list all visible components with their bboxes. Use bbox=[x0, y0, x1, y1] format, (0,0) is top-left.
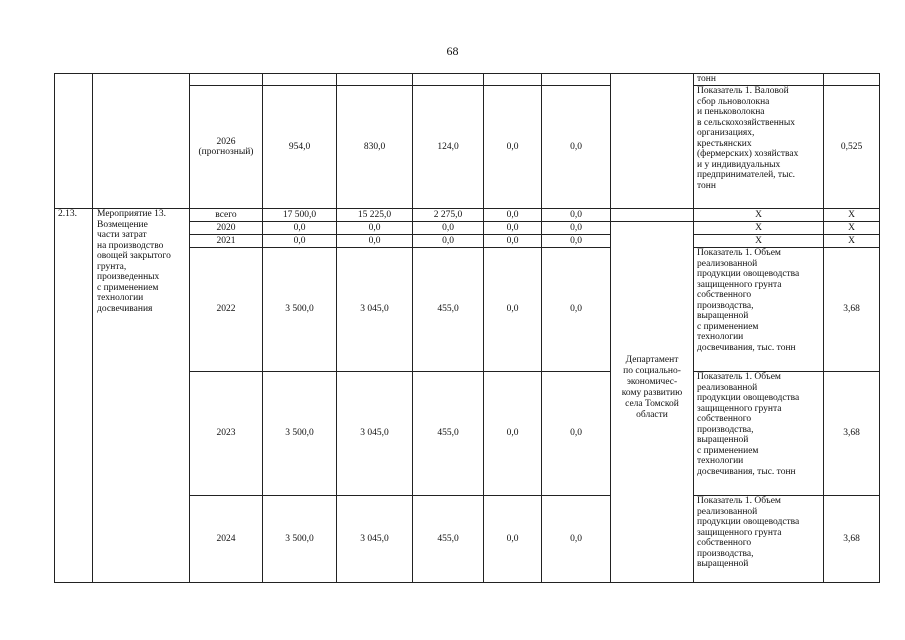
total-cell: 3 500,0 bbox=[263, 248, 337, 372]
local-cell: 0,0 bbox=[484, 209, 542, 222]
federal-cell: 0,0 bbox=[337, 235, 413, 248]
local-cell bbox=[484, 74, 542, 86]
regional-cell: 455,0 bbox=[413, 248, 484, 372]
local-cell: 0,0 bbox=[484, 235, 542, 248]
regional-cell: 455,0 bbox=[413, 496, 484, 583]
indicator-cell: X bbox=[694, 222, 824, 235]
total-cell: 954,0 bbox=[263, 86, 337, 209]
federal-cell: 3 045,0 bbox=[337, 372, 413, 496]
table-row bbox=[55, 209, 880, 222]
other-cell: 0,0 bbox=[542, 235, 611, 248]
indicator-cell: Показатель 1. Объем реализованной продукции овощеводства защищенного грунта собственного производства, выращенной с применением технологии досвечивания, тыс. тонн bbox=[694, 372, 824, 496]
total-cell bbox=[263, 74, 337, 86]
federal-cell: 830,0 bbox=[337, 86, 413, 209]
federal-cell: 3 045,0 bbox=[337, 496, 413, 583]
number-cell bbox=[55, 74, 93, 209]
local-cell: 0,0 bbox=[484, 496, 542, 583]
other-cell bbox=[542, 74, 611, 86]
number-cell: 2.13. bbox=[55, 209, 93, 583]
regional-cell bbox=[413, 74, 484, 86]
other-cell: 0,0 bbox=[542, 222, 611, 235]
total-cell: 17 500,0 bbox=[263, 209, 337, 222]
year-cell: 2020 bbox=[190, 222, 263, 235]
indicator-cell: X bbox=[694, 235, 824, 248]
total-cell: 0,0 bbox=[263, 222, 337, 235]
department-cell bbox=[611, 209, 694, 222]
federal-cell: 15 225,0 bbox=[337, 209, 413, 222]
other-cell: 0,0 bbox=[542, 496, 611, 583]
local-cell: 0,0 bbox=[484, 86, 542, 209]
indicator-cell: Показатель 1. Валовой сбор льноволокна и пеньковолокна в сельскохозяйственных организациях, крестьянских (фермерских) хозяйствах и у индивидуальных предпринимателей, тыс. тонн bbox=[694, 86, 824, 209]
department-name: Департамент по социально- экономичес- кому развитию села Томской области bbox=[621, 355, 683, 420]
page-number: 68 bbox=[446, 44, 459, 58]
indicator-cell: X bbox=[694, 209, 824, 222]
program-table bbox=[54, 73, 880, 583]
indicator-cell: Показатель 1. Объем реализованной продукции овощеводства защищенного грунта собственного производства, выращенной bbox=[694, 496, 824, 583]
value-cell: X bbox=[824, 235, 880, 248]
value-cell bbox=[824, 74, 880, 86]
value-cell: X bbox=[824, 209, 880, 222]
department-cell bbox=[611, 74, 694, 209]
other-cell: 0,0 bbox=[542, 248, 611, 372]
other-cell: 0,0 bbox=[542, 372, 611, 496]
year-cell bbox=[190, 74, 263, 86]
event-cell: Мероприятие 13. Возмещение части затрат на производство овощей закрытого грунта, произведенных с применением технологии досвечивания bbox=[93, 209, 190, 583]
total-cell: 3 500,0 bbox=[263, 496, 337, 583]
total-cell: 0,0 bbox=[263, 235, 337, 248]
value-cell: X bbox=[824, 222, 880, 235]
year-cell: 2024 bbox=[190, 496, 263, 583]
regional-cell: 0,0 bbox=[413, 222, 484, 235]
indicator-cell: тонн bbox=[694, 74, 824, 86]
local-cell: 0,0 bbox=[484, 222, 542, 235]
value-cell: 3,68 bbox=[824, 248, 880, 372]
year-cell: 2021 bbox=[190, 235, 263, 248]
federal-cell: 0,0 bbox=[337, 222, 413, 235]
year-cell: 2023 bbox=[190, 372, 263, 496]
other-cell: 0,0 bbox=[542, 209, 611, 222]
local-cell: 0,0 bbox=[484, 248, 542, 372]
event-cell bbox=[93, 74, 190, 209]
federal-cell bbox=[337, 74, 413, 86]
year-cell: 2022 bbox=[190, 248, 263, 372]
department-cell bbox=[611, 222, 694, 583]
regional-cell: 455,0 bbox=[413, 372, 484, 496]
year-cell: 2026 (прогнозный) bbox=[190, 86, 263, 209]
table-row bbox=[55, 74, 880, 86]
value-cell: 3,68 bbox=[824, 496, 880, 583]
year-cell: всего bbox=[190, 209, 263, 222]
regional-cell: 124,0 bbox=[413, 86, 484, 209]
total-cell: 3 500,0 bbox=[263, 372, 337, 496]
other-cell: 0,0 bbox=[542, 86, 611, 209]
local-cell: 0,0 bbox=[484, 372, 542, 496]
regional-cell: 0,0 bbox=[413, 235, 484, 248]
value-cell: 0,525 bbox=[824, 86, 880, 209]
indicator-cell: Показатель 1. Объем реализованной продукции овощеводства защищенного грунта собственного производства, выращенной с применением технологии досвечивания, тыс. тонн bbox=[694, 248, 824, 372]
federal-cell: 3 045,0 bbox=[337, 248, 413, 372]
value-cell: 3,68 bbox=[824, 372, 880, 496]
regional-cell: 2 275,0 bbox=[413, 209, 484, 222]
